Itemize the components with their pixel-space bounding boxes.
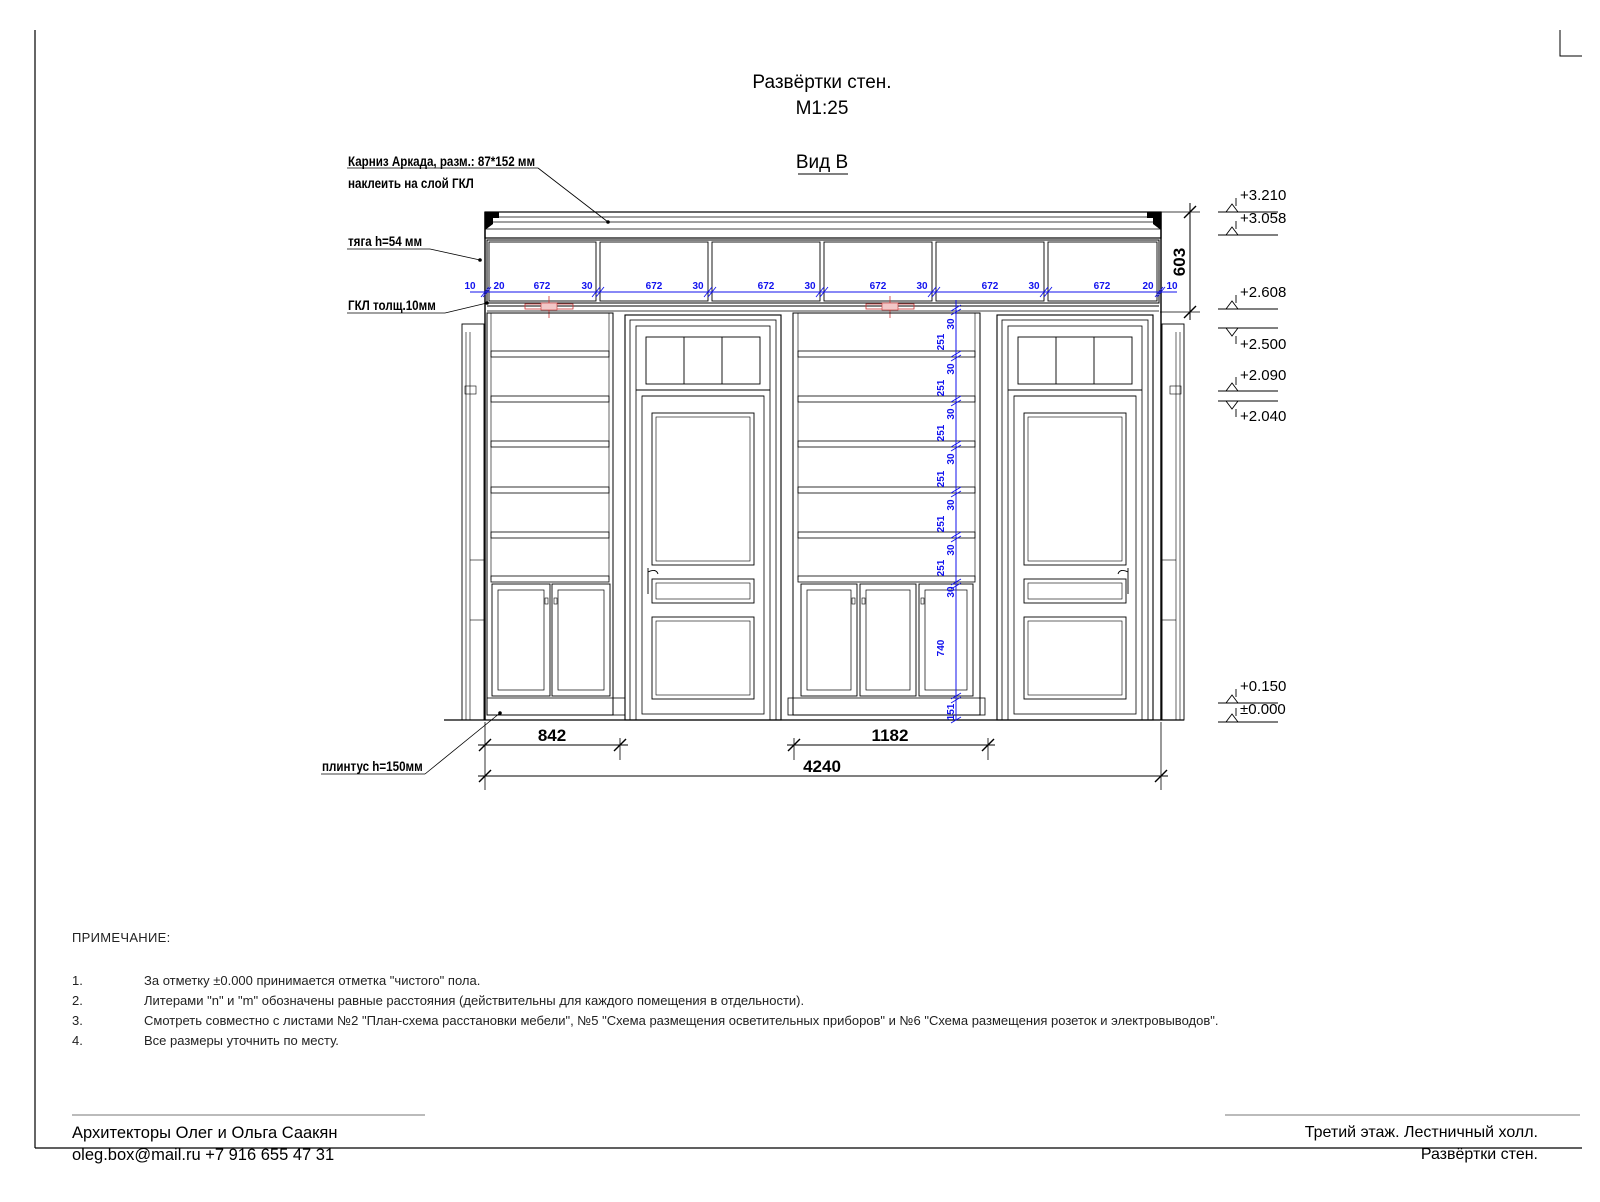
note-item <box>72 971 1532 991</box>
level-mark-label: ±0.000 <box>1240 701 1286 718</box>
cabinet-doors-left <box>492 584 610 696</box>
panel-dim-label: 672 <box>869 281 887 292</box>
level-mark-label: +2.090 <box>1240 367 1287 384</box>
note-text: Смотреть совместно с листами №2 "План-схема расстановки мебели", №5 "Схема размещения осветительных приборов" и №6 "Схема размещения розеток и электровыводов". <box>144 1013 1219 1028</box>
ceiling-light-left <box>525 296 573 318</box>
shelf-dim-label: 30 <box>946 408 957 420</box>
door-left <box>625 315 781 720</box>
notes-title: ПРИМЕЧАНИЕ: <box>72 930 171 945</box>
shelf-dim-label: 30 <box>946 586 957 598</box>
shelf-dim-label: 30 <box>946 363 957 375</box>
dim-603: 603 <box>1170 247 1189 277</box>
panel-dim-label: 30 <box>1028 281 1040 292</box>
panel-dim-label: 672 <box>1093 281 1111 292</box>
shelf-dim-label: 151 <box>946 703 957 721</box>
note-text: Все размеры уточнить по месту. <box>144 1033 339 1048</box>
shelf-dim-label: 251 <box>936 515 947 533</box>
panel-dim-label: 20 <box>1142 281 1154 292</box>
panel-dim-label: 30 <box>804 281 816 292</box>
level-mark-label: +3.210 <box>1240 187 1287 204</box>
note-number: 4. <box>72 1033 83 1048</box>
callout-baseboard <box>321 711 502 774</box>
shelves-left <box>491 351 609 582</box>
callout-cornice <box>347 154 610 224</box>
notes-list <box>72 971 1532 1051</box>
level-mark-label: +3.058 <box>1240 210 1287 227</box>
shelf-dim-label: 30 <box>946 499 957 511</box>
panel-dim-label: 10 <box>464 281 476 292</box>
callout-molding <box>347 234 482 262</box>
level-mark-label: +2.500 <box>1240 336 1287 353</box>
dim-4240: 4240 <box>803 757 841 776</box>
shelf-dim-label: 740 <box>936 639 947 657</box>
level-mark-label: +2.608 <box>1240 284 1287 301</box>
panel-dim-label: 672 <box>981 281 999 292</box>
level-marks <box>1218 198 1278 722</box>
shelf-dim-label: 30 <box>946 453 957 465</box>
architects-contact: oleg.box@mail.ru +7 916 655 47 31 <box>72 1146 335 1164</box>
panel-dim-label: 20 <box>493 281 505 292</box>
footer-architects <box>72 1122 337 1166</box>
shelf-dim-label: 251 <box>936 379 947 397</box>
sheet-content: Развёртки стен. <box>1420 1146 1538 1163</box>
sheet-scale: М1:25 <box>795 98 849 119</box>
panel-dim-label: 672 <box>533 281 551 292</box>
dim-1182: 1182 <box>871 726 909 745</box>
callout-cornice-line1: Карниз Аркада, разм.: 87*152 мм <box>347 154 536 170</box>
note-number: 1. <box>72 973 83 988</box>
shelf-dim-label: 30 <box>946 318 957 330</box>
panel-dim-label: 30 <box>692 281 704 292</box>
note-number: 3. <box>72 1013 83 1028</box>
note-item <box>72 1011 1532 1031</box>
note-text: Литерами "n" и "m" обозначены равные расстояния (действительны для каждого помещения в отдельности). <box>144 993 805 1008</box>
shelf-dim-label: 30 <box>946 544 957 556</box>
panel-dim-label: 672 <box>645 281 663 292</box>
sheet-location: Третий этаж. Лестничный холл. <box>1304 1124 1538 1141</box>
view-label: Вид В <box>795 152 849 173</box>
panel-dim-label: 30 <box>916 281 928 292</box>
left-wall-return <box>462 324 484 720</box>
panel-dim-label: 672 <box>757 281 775 292</box>
level-mark-label: +2.040 <box>1240 408 1287 425</box>
panel-dim-label: 30 <box>581 281 593 292</box>
note-item <box>72 991 1532 1011</box>
bookcase-left <box>487 313 625 715</box>
dim-842: 842 <box>537 726 567 745</box>
ceiling-light-right <box>866 296 914 318</box>
callout-baseboard-text: плинтус h=150мм <box>322 759 423 775</box>
shelf-dim-label: 251 <box>936 333 947 351</box>
panel-dimension-chain <box>470 287 1177 297</box>
callout-drywall-text: ГКЛ толщ.10мм <box>347 298 436 314</box>
footer-sheet-info <box>1305 1122 1538 1166</box>
shelf-dim-label: 251 <box>936 424 947 442</box>
cabinet-doors-middle <box>801 584 973 696</box>
notes-section <box>72 930 1532 1051</box>
door-right <box>997 315 1153 720</box>
shelf-dim-label: 251 <box>936 470 947 488</box>
sheet-title: Развёртки стен. <box>752 72 892 93</box>
callout-cornice-line2: наклеить на слой ГКЛ <box>347 176 474 192</box>
top-height-dimension <box>1160 203 1200 320</box>
note-text: За отметку ±0.000 принимается отметка "чистого" пола. <box>144 973 481 988</box>
callout-molding-text: тяга h=54 мм <box>347 234 423 250</box>
level-mark-label: +0.150 <box>1240 678 1287 695</box>
note-number: 2. <box>72 993 83 1008</box>
bottom-dimensions <box>478 722 1168 790</box>
right-wall-return <box>1162 324 1184 720</box>
shelf-dim-label: 251 <box>936 559 947 577</box>
note-item <box>72 1031 1532 1051</box>
architects-name: Архитекторы Олег и Ольга Саакян <box>72 1124 338 1142</box>
callout-drywall <box>347 298 489 313</box>
panel-dim-label: 10 <box>1166 281 1178 292</box>
